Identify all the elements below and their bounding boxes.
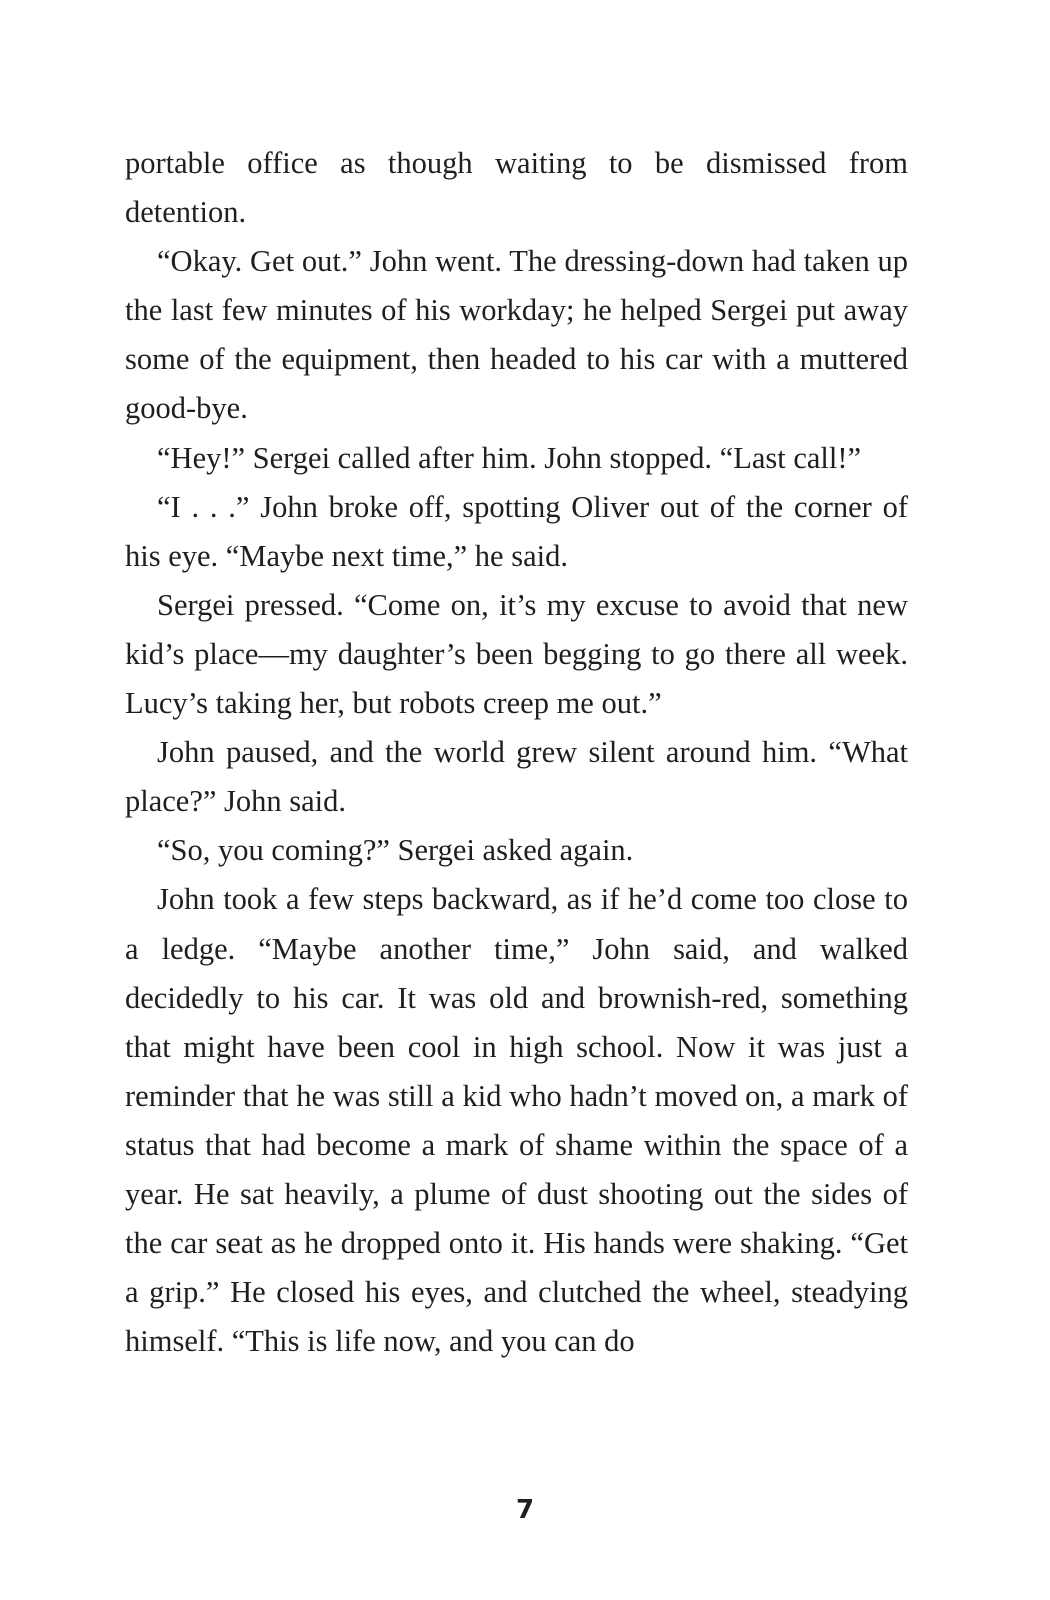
paragraph: “Okay. Get out.” John went. The dressing-down had taken up the last few minutes of his workday; he helped Sergei put away some of the equipment, then headed to his car with a muttered good-bye. [125,244,908,426]
page-number: 7 [515,1495,535,1525]
paragraph: Sergei pressed. “Come on, it’s my excuse to avoid that new kid’s place—my daughter’s been begging to go there all week. Lucy’s taking her, but robots creep me out.” [125,587,908,721]
paragraph: John paused, and the world grew silent around him. “What place?” John said. [125,735,908,819]
paragraph: portable office as though waiting to be dismissed from detention. [125,146,908,230]
paragraph: John took a few steps backward, as if he’d come too close to a ledge. “Maybe another time,” John said, and walked decidedly to his car. It was old and brownish-red, something that might have been cool in high school. Now it was just a reminder that he was still a kid who hadn’t moved on, a mark of status that had become a mark of shame within the space of a year. He sat heavily, a plume of dust shooting out the sides of the car seat as he dropped onto it. His hands were shaking. “Get a grip.” He closed his eyes, and clutched the wheel, steadying himself. “This is life now, and you can do [125,882,908,1359]
body-text [125,139,908,1366]
paragraph: “I . . .” John broke off, spotting Oliver out of the corner of his eye. “Maybe next time,” he said. [125,489,908,573]
paragraph: “Hey!” Sergei called after him. John stopped. “Last call!” [157,440,862,475]
paragraph: “So, you coming?” Sergei asked again. [157,833,634,868]
